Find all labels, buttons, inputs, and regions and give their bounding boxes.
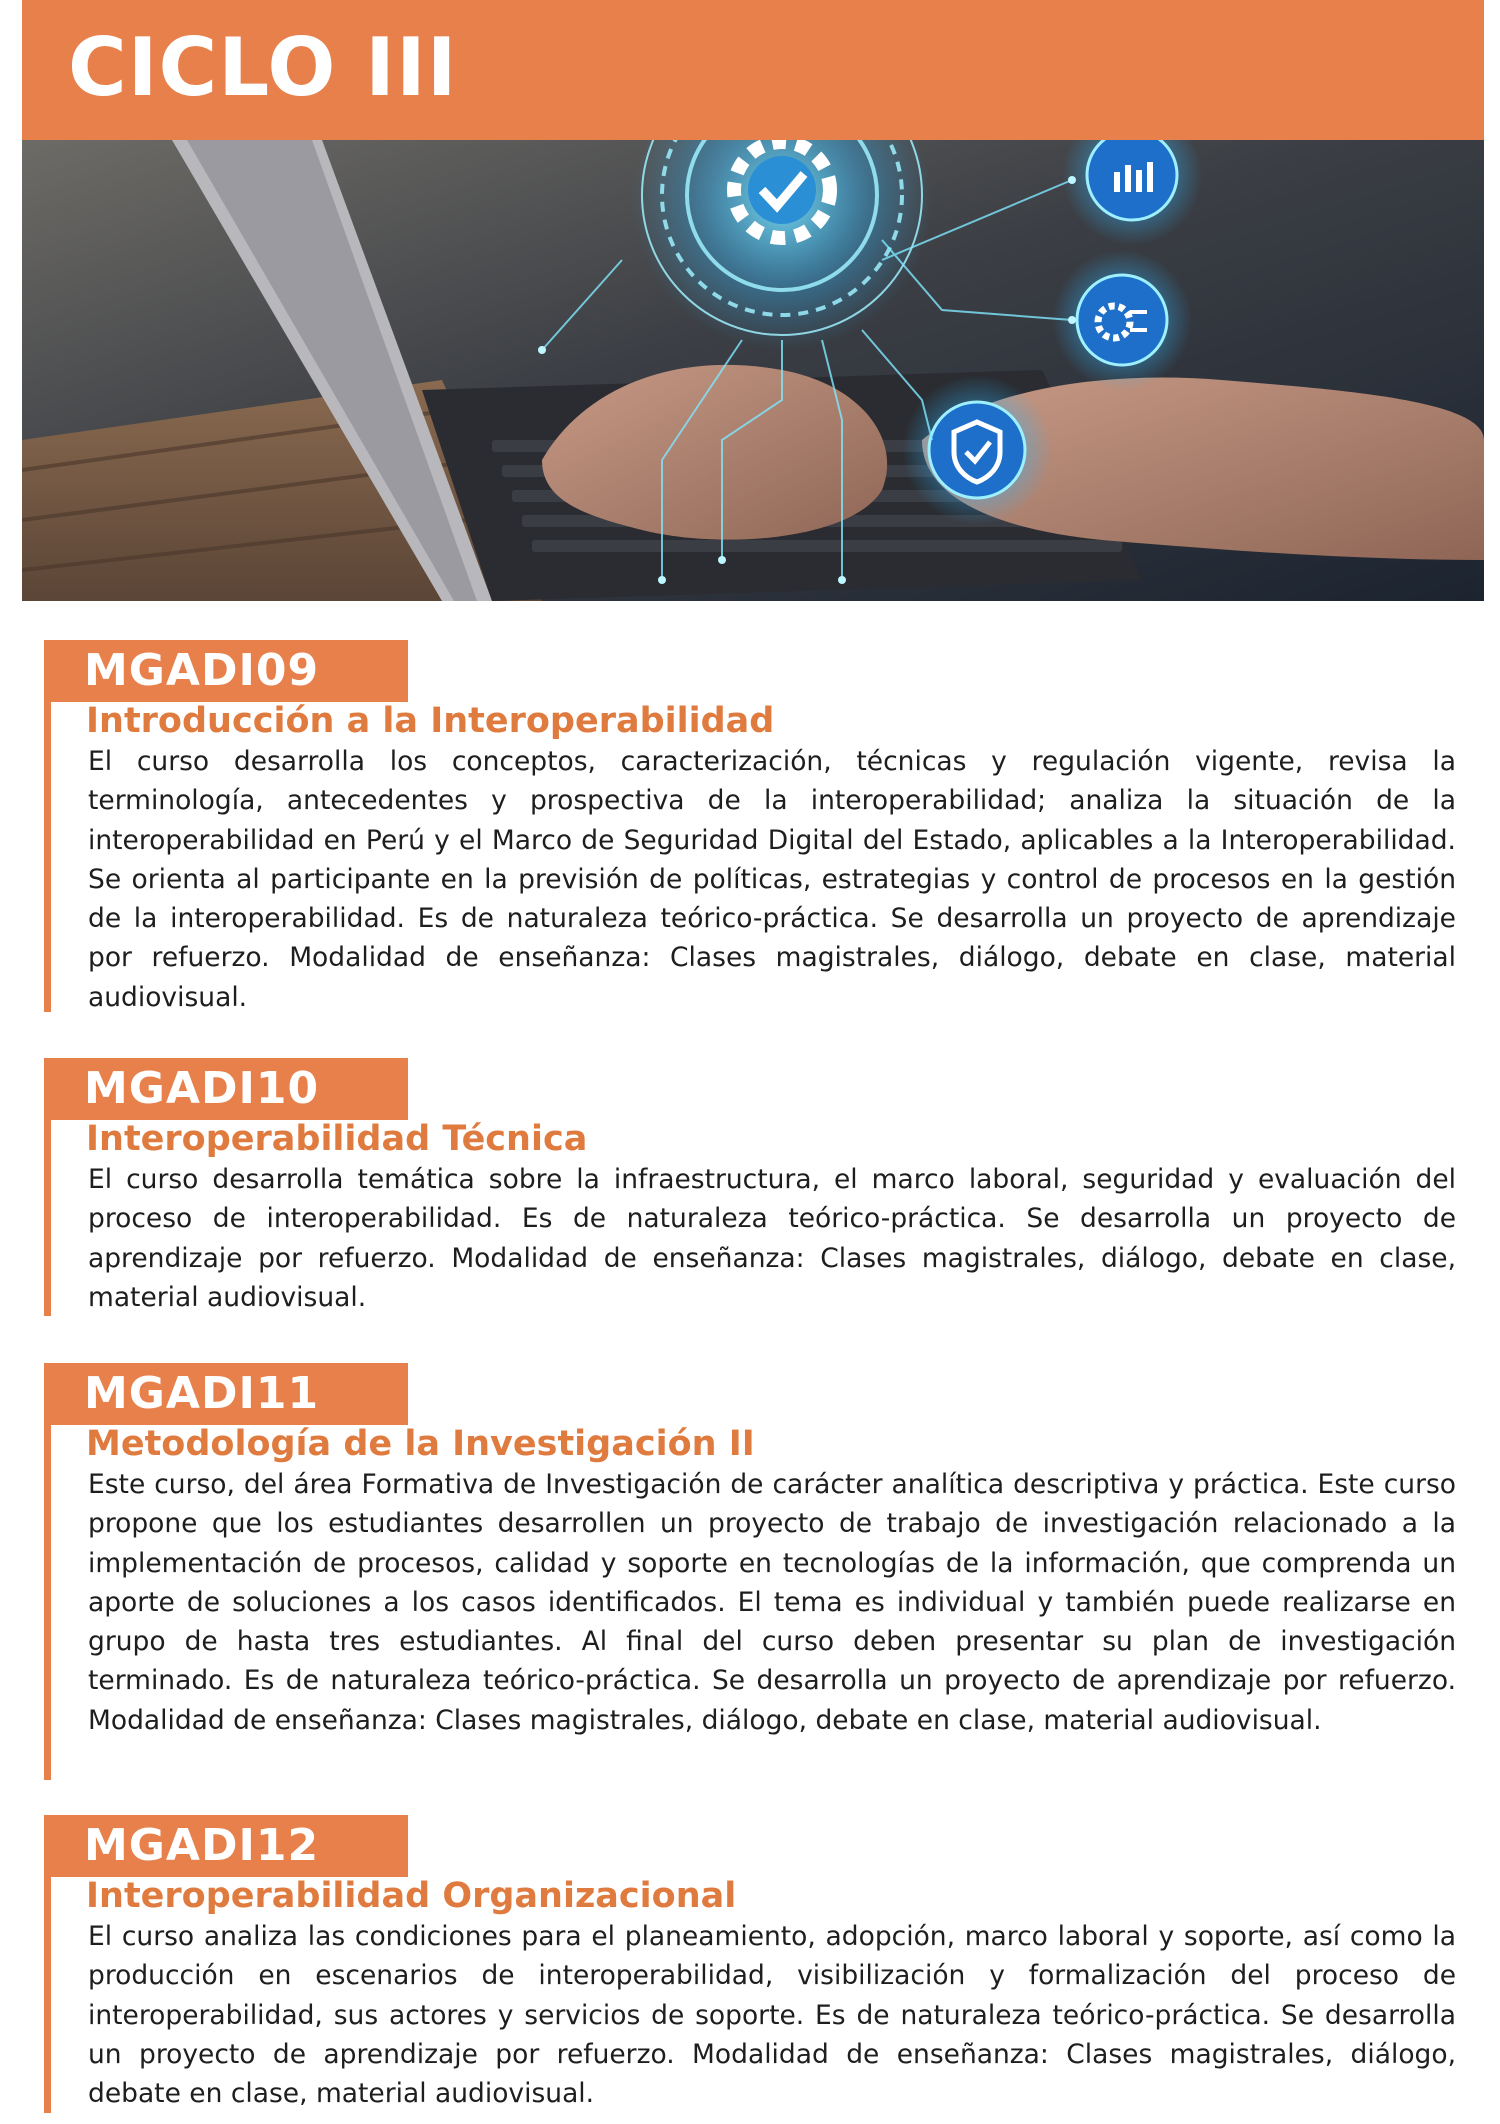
course-title: Introducción a la Interoperabilidad <box>86 701 775 741</box>
course-section <box>44 640 1456 1020</box>
course-section <box>44 1363 1456 1781</box>
course-code-badge <box>44 1363 408 1425</box>
course-description: El curso desarrolla los conceptos, caracterización, técnicas y regulación vigente, revisa la terminología, antecedentes y prospectiva de la interoperabilidad; analiza la situación de la interoperabilidad en Perú y el Marco de Seguridad Digital del Estado, aplicables a la Interoperabilidad. Se orienta al participante en la previsión de políticas, estrategias y control de procesos en la gestión de la interoperabilidad. Es de naturaleza teórico-práctica. Se desarrolla un proyecto de aprendizaje por refuerzo. Modalidad de enseñanza: Clases magistrales, diálogo, debate en clase, material audiovisual. <box>88 746 1456 1013</box>
course-code: MGADI12 <box>84 1820 320 1871</box>
page-title: CICLO III <box>68 21 458 114</box>
hero-image <box>22 140 1484 601</box>
course-code-badge <box>44 1815 408 1877</box>
course-section <box>44 1058 1456 1318</box>
course-description: Este curso, del área Formativa de Investigación de carácter analítica descriptiva y práctica. Este curso propone que los estudiantes desarrollen un proyecto de trabajo de investigación relacionado a la implementación de procesos, calidad y soporte en tecnologías de la información, que comprenda un aporte de soluciones a los casos identificados. El tema es individual y también puede realizarse en grupo de hasta tres estudiantes. Al final del curso deben presentar su plan de investigación terminado. Es de naturaleza teórico-práctica. Se desarrolla un proyecto de aprendizaje por refuerzo. Modalidad de enseñanza: Clases magistrales, diálogo, debate en clase, material audiovisual. <box>88 1469 1456 1736</box>
gear-circuit-icon <box>1077 275 1167 365</box>
course-code-badge <box>44 1058 408 1120</box>
shield-check-icon <box>929 402 1025 498</box>
course-section <box>44 1815 1456 2115</box>
section-accent-bar <box>44 1363 51 1780</box>
course-code-badge <box>44 640 408 702</box>
course-code: MGADI10 <box>84 1063 320 1114</box>
course-title: Metodología de la Investigación II <box>86 1424 755 1464</box>
course-description: El curso desarrolla temática sobre la infraestructura, el marco laboral, seguridad y evaluación del proceso de interoperabilidad. Es de naturaleza teórico-práctica. Se desarrolla un proyecto de aprendizaje por refuerzo. Modalidad de enseñanza: Clases magistrales, diálogo, debate en clase, material audiovisual. <box>88 1164 1456 1313</box>
course-description: El curso analiza las condiciones para el planeamiento, adopción, marco laboral y soporte, así como la producción en escenarios de interoperabilidad, visibilización y formalización del proceso de interoperabilidad, sus actores y servicios de soporte. Es de naturaleza teórico-práctica. Se desarrolla un proyecto de aprendizaje por refuerzo. Modalidad de enseñanza: Clases magistrales, diálogo, debate en clase, material audiovisual. <box>88 1921 1456 2110</box>
course-title: Interoperabilidad Organizacional <box>86 1876 737 1916</box>
course-code: MGADI09 <box>84 645 320 696</box>
course-title: Interoperabilidad Técnica <box>86 1119 588 1159</box>
bar-chart-icon <box>1087 140 1177 220</box>
course-code: MGADI11 <box>84 1368 320 1419</box>
